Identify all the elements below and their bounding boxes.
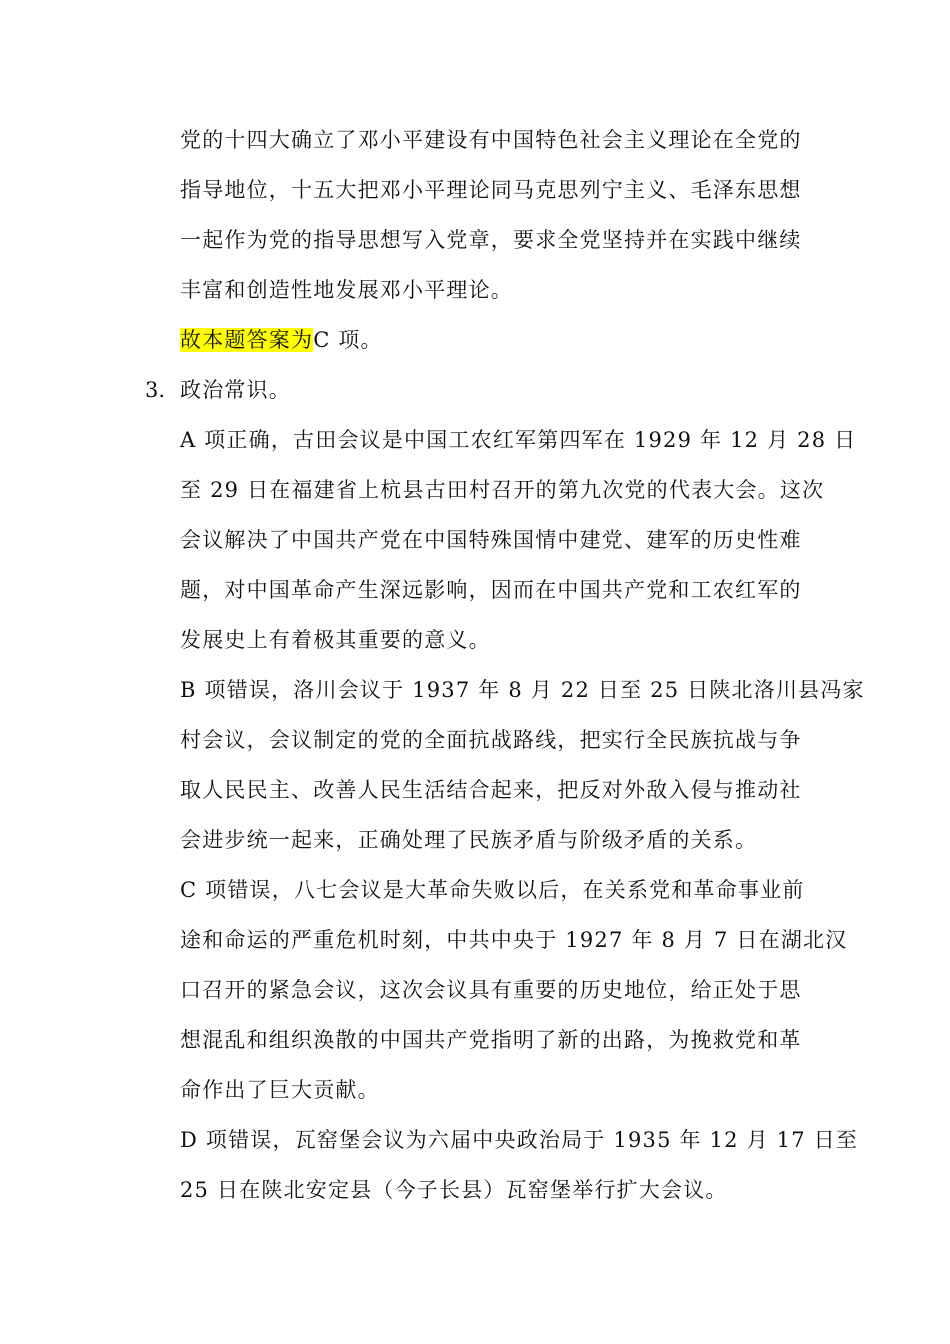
text-line: 会议解决了中国共产党在中国特殊国情中建党、建军的历史性难 <box>180 528 802 552</box>
text-line: 题，对中国革命产生深远影响，因而在中国共产党和工农红军的 <box>180 578 802 602</box>
paragraph-option-c <box>180 865 848 1115</box>
question-title-text: 政治常识。 <box>180 378 291 402</box>
text-line: B 项错误，洛川会议于 1937 年 8 月 22 日至 25 日陕北洛川县冯家 <box>180 678 865 702</box>
text-line: 取人民民主、改善人民生活结合起来，把反对外敌入侵与推动社 <box>180 778 802 802</box>
answer-option-text: C 项。 <box>313 328 383 352</box>
text-line: 会进步统一起来，正确处理了民族矛盾与阶级矛盾的关系。 <box>180 828 758 852</box>
highlighted-answer-text: 故本题答案为 <box>180 328 314 352</box>
paragraph-option-a <box>180 415 857 665</box>
text-line: 想混乱和组织涣散的中国共产党指明了新的出路，为挽救党和革 <box>180 1028 802 1052</box>
text-line: 党的十四大确立了邓小平建设有中国特色社会主义理论在全党的 <box>180 128 802 152</box>
paragraph-deng-theory <box>180 115 820 315</box>
text-line: 口召开的紧急会议，这次会议具有重要的历史地位，给正处于思 <box>180 978 802 1002</box>
paragraph-option-d <box>180 1115 859 1215</box>
text-line: 发展史上有着极其重要的意义。 <box>180 628 491 652</box>
text-line: 途和命运的严重危机时刻，中共中央于 1927 年 8 月 7 日在湖北汉 <box>180 928 848 952</box>
text-line: 指导地位，十五大把邓小平理论同马克思列宁主义、毛泽东思想 <box>180 178 802 202</box>
paragraph-option-b <box>180 665 865 865</box>
question-title <box>180 365 820 415</box>
text-line: 命作出了巨大贡献。 <box>180 1078 380 1102</box>
text-line: 至 29 日在福建省上杭县古田村召开的第九次党的代表大会。这次 <box>180 478 825 502</box>
question-number: 3. <box>145 378 166 402</box>
text-line: 一起作为党的指导思想写入党章，要求全党坚持并在实践中继续 <box>180 228 802 252</box>
text-line: C 项错误，八七会议是大革命失败以后，在关系党和革命事业前 <box>180 878 805 902</box>
text-line: 村会议，会议制定的党的全面抗战路线，把实行全民族抗战与争 <box>180 728 802 752</box>
text-line: 丰富和创造性地发展邓小平理论。 <box>180 278 513 302</box>
text-line: 25 日在陕北安定县（今子长县）瓦窑堡举行扩大会议。 <box>180 1178 728 1202</box>
text-line: A 项正确，古田会议是中国工农红军第四军在 1929 年 12 月 28 日 <box>180 428 857 452</box>
text-line: D 项错误，瓦窑堡会议为六届中央政治局于 1935 年 12 月 17 日至 <box>180 1128 859 1152</box>
answer-line <box>180 315 820 365</box>
